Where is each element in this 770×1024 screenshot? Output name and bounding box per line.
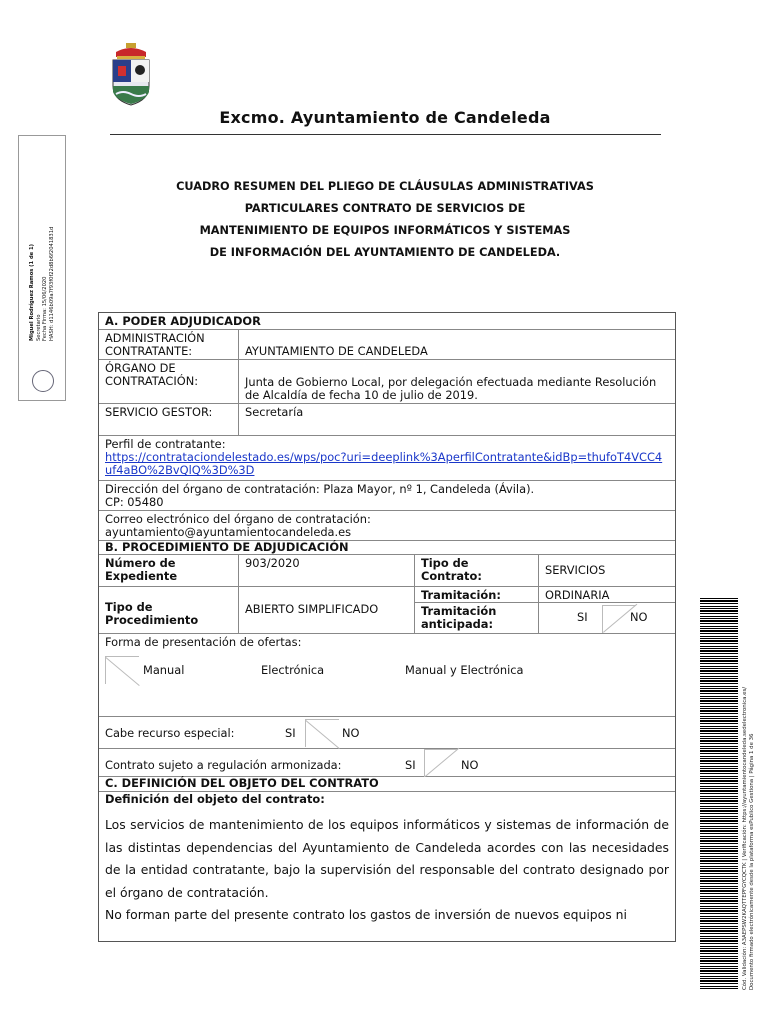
organo-value: Junta de Gobierno Local, por delegación efectuada mediante Resolución de Alcaldía de fecha 10 de julio de 2019. <box>245 375 657 402</box>
coat-of-arms-logo <box>108 42 154 108</box>
perfil-link[interactable]: https://contrataciondelestado.es/wps/poc?uri=deeplink%3AperfilContratante&idBp=thufoT4VCC4uf4aBO%2BvQlQ%3D%3D <box>105 450 663 477</box>
recurso-row <box>99 717 675 749</box>
signature-seal-icon <box>32 370 54 392</box>
verification-text <box>742 687 756 990</box>
servicio-label: SERVICIO GESTOR: <box>99 404 239 435</box>
tipo-contrato-label: Tipo de Contrato: <box>415 555 539 586</box>
forma-electronica: Electrónica <box>261 663 325 677</box>
section-c-title: C. DEFINICIÓN DEL OBJETO DEL CONTRATO <box>99 777 675 792</box>
forma-mixta: Manual y Electrónica <box>405 663 524 677</box>
admin-value: AYUNTAMIENTO DE CANDELEDA <box>245 344 428 358</box>
expediente-value: 903/2020 <box>239 555 415 586</box>
armonizada-si: SI <box>405 758 416 772</box>
forma-label: Forma de presentación de ofertas: <box>105 635 302 649</box>
perfil-row <box>99 436 675 481</box>
servicio-value: Secretaría <box>245 405 304 419</box>
admin-row <box>99 330 675 360</box>
signature-text <box>29 141 55 341</box>
armonizada-no: NO <box>461 758 479 772</box>
servicio-row <box>99 404 675 436</box>
perfil-label: Perfil de contratante: <box>105 437 226 451</box>
organo-row <box>99 360 675 404</box>
forma-manual-checkbox[interactable] <box>105 656 139 684</box>
armonizada-label: Contrato sujeto a regulación armonizada: <box>105 758 342 772</box>
recurso-si: SI <box>285 726 296 740</box>
armonizada-si-checkbox[interactable] <box>424 749 458 777</box>
cp-text: CP: 05480 <box>105 495 164 509</box>
verification-line: Documento firmado electrónicamente desde la plataforma esPublico Gestiona | Página 1 de 36 <box>749 733 755 990</box>
anticipada-si: SI <box>577 610 588 624</box>
tipo-contrato-value: SERVICIOS <box>545 563 606 577</box>
forma-manual: Manual <box>143 663 185 677</box>
barcode <box>700 598 738 990</box>
tramitacion-value: ORDINARIA <box>539 587 675 603</box>
heading-line: MANTENIMIENTO DE EQUIPOS INFORMÁTICOS Y SISTEMAS <box>199 224 571 237</box>
summary-table <box>98 312 676 942</box>
section-a-title: A. PODER ADJUDICADOR <box>99 313 675 330</box>
anticipada-options <box>539 603 675 633</box>
direccion-row <box>99 481 675 511</box>
procedimiento-row <box>99 587 675 634</box>
recurso-label: Cabe recurso especial: <box>105 726 235 740</box>
document-heading <box>110 176 660 264</box>
section-c-body <box>99 792 675 941</box>
page-title: Excmo. Ayuntamiento de Candeleda <box>219 108 551 127</box>
signature-date: Fecha Firma: 15/06/2020 <box>42 276 48 341</box>
verification-line: Cód. Validación: A3AEPSW2KAQTTEPFGYCQCTK | Verificación: https://ayuntamientocandeleda.sedelectronica.es/ <box>742 686 748 990</box>
correo-row <box>99 511 675 541</box>
section-c-subtitle: Definición del objeto del contrato: <box>105 792 325 806</box>
armonizada-row <box>99 749 675 777</box>
signer-role: Secretario <box>35 314 42 341</box>
correo-value: ayuntamiento@ayuntamientocandeleda.es <box>105 525 352 539</box>
tramitacion-label: Tramitación: <box>415 587 539 603</box>
correo-label: Correo electrónico del órgano de contratación: <box>105 512 371 526</box>
organo-label: ÓRGANO DE CONTRATACIÓN: <box>99 360 239 403</box>
section-b-title: B. PROCEDIMIENTO DE ADJUDICACIÓN <box>99 541 675 555</box>
heading-line: PARTICULARES CONTRATO DE SERVICIOS DE <box>244 202 526 215</box>
section-c-paragraph: Los servicios de mantenimiento de los equipos informáticos y sistemas de información de las distintas dependencias del Ayuntamiento de Candeleda acordes con las necesidades de la entidad contratante, bajo la supervisión del responsable del contrato designado por el órgano de contratación. <box>105 817 669 900</box>
anticipada-no: NO <box>630 610 648 624</box>
tipo-procedimiento-value: ABIERTO SIMPLIFICADO <box>239 587 415 633</box>
expediente-row <box>99 555 675 587</box>
heading-line: DE INFORMACIÓN DEL AYUNTAMIENTO DE CANDELEDA. <box>209 246 561 259</box>
tipo-procedimiento-label: Tipo de Procedimiento <box>99 587 239 633</box>
title-divider <box>110 134 661 135</box>
expediente-label: Número de Expediente <box>99 555 239 586</box>
forma-row <box>99 634 675 717</box>
anticipada-label: Tramitación anticipada: <box>415 603 539 633</box>
admin-label: ADMINISTRACIÓN CONTRATANTE: <box>99 330 239 359</box>
recurso-no: NO <box>342 726 360 740</box>
recurso-si-checkbox[interactable] <box>305 719 339 747</box>
signer-name: Miguel Rodríguez Ramos (1 de 1) <box>29 244 35 341</box>
direccion-text: Dirección del órgano de contratación: Plaza Mayor, nº 1, Candeleda (Ávila). <box>105 482 535 496</box>
section-c-paragraph: No forman parte del presente contrato los gastos de inversión de nuevos equipos ni <box>105 907 627 922</box>
signature-panel <box>10 135 65 400</box>
heading-line: CUADRO RESUMEN DEL PLIEGO DE CLÁUSULAS ADMINISTRATIVAS <box>176 180 594 193</box>
signature-hash: HASH: d1146b09a7f93f0f22d8b6f2041831d <box>48 226 55 341</box>
